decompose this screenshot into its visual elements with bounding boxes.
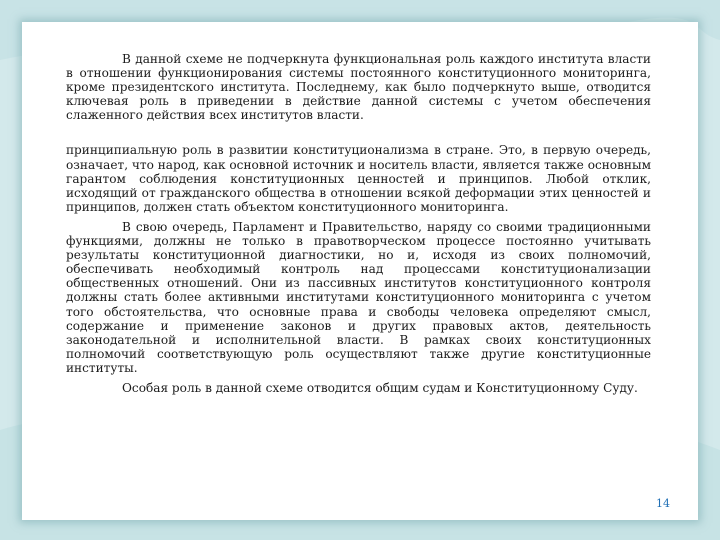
slide-panel [22,22,698,520]
page-number: 14 [656,497,670,510]
paragraph-4: Особая роль в данной схеме отводится общим судам и Конституционному Суду. [122,380,638,395]
paragraph-1: В данной схеме не подчеркнута функциональная роль каждого института власти в отношении функционирования системы постоянного конституционного мониторинга, кроме президентского института. Последнему, как было подчеркнуто выше, отводится ключевая роль в приведении в действие данной системы с учетом обеспечения слаженного действия всех институтов власти. [66,52,651,123]
slide-body [66,52,651,395]
paragraph-3: В свою очередь, Парламент и Правительство, наряду со своими традиционными функциями, должны не только в правотворческом процессе постоянно учитывать результаты конституционной диагностики, но и, исходя из своих полномочий, обеспечивать необходимый контроль над процессами конституционализации общественных отношений. Они из пассивных институтов конституционного контроля должны стать более активными институтами конституционного мониторинга с учетом того обстоятельства, что основные права и свободы человека определяют смысл, содержание и применение законов и других правовых актов, деятельность законодательной и исполнительной власти. В рамках своих конституционных полномочий соответствующую роль осуществляют также другие конституционные институты. [66,219,651,375]
paragraph-2: принципиальную роль в развитии конституционализма в стране. Это, в первую очередь, означает, что народ, как основной источник и носитель власти, является также основным гарантом соблюдения конституционных ценностей и принципов. Любой отклик, исходящий от гражданского общества в отношении всякой деформации этих ценностей и принципов, должен стать объектом конституционного мониторинга. [66,143,651,214]
